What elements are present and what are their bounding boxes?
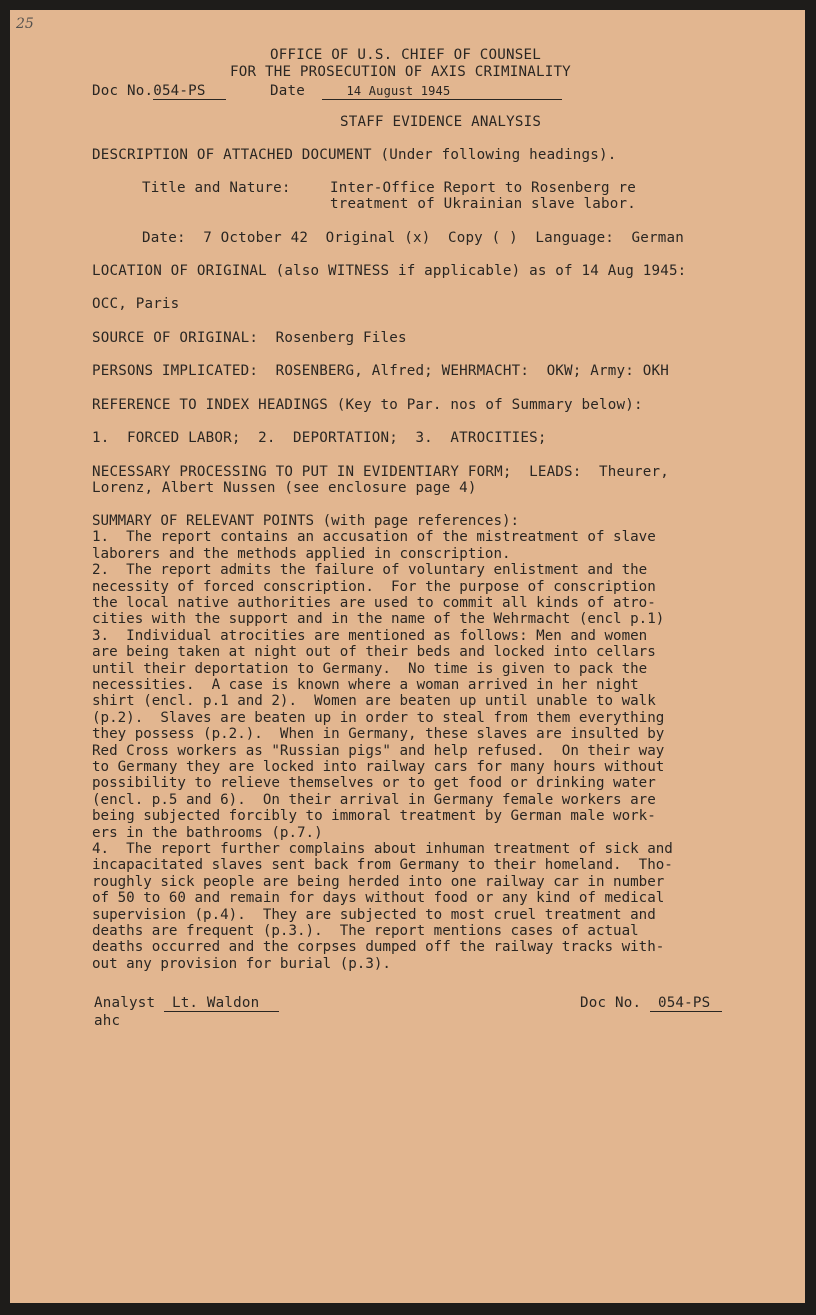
typist-initials: ahc <box>94 1013 121 1029</box>
title-nature-label: Title and Nature: <box>142 180 291 196</box>
source-of-original: SOURCE OF ORIGINAL: Rosenberg Files <box>92 330 407 346</box>
summary-line: until their deportation to Germany. No time is given to pack the <box>92 660 648 677</box>
doc-number <box>92 83 226 100</box>
summary-line: necessity of forced conscription. For the purpose of conscription <box>92 578 656 595</box>
title-nature-line-1: Inter-Office Report to Rosenberg re <box>330 180 636 196</box>
processing-line-1: NECESSARY PROCESSING TO PUT IN EVIDENTIARY FORM; LEADS: Theurer, <box>92 464 669 480</box>
date-original-language: Date: 7 October 42 Original (x) Copy ( ) Language: German <box>142 230 684 246</box>
location-value: OCC, Paris <box>92 296 180 312</box>
header-line-1: OFFICE OF U.S. CHIEF OF COUNSEL <box>270 47 541 63</box>
date-label: Date <box>270 83 305 99</box>
summary-line: deaths are frequent (p.3.). The report mentions cases of actual <box>92 923 639 939</box>
page-number-mark: 25 <box>16 16 34 32</box>
summary-line: shirt (encl. p.1 and 2). Women are beaten up until unable to walk <box>92 693 656 710</box>
document-page <box>10 10 805 1303</box>
summary-line: incapacitated slaves sent back from Germany to their homeland. Tho- <box>92 857 673 874</box>
summary-line: 3. Individual atrocities are mentioned as follows: Men and women <box>92 627 648 644</box>
date-field <box>270 83 562 100</box>
analyst-name: Lt. Waldon <box>164 995 279 1012</box>
summary-line: 2. The report admits the failure of voluntary enlistment and the <box>92 562 648 579</box>
date-value: 14 August 1945 <box>322 83 562 100</box>
summary-heading: SUMMARY OF RELEVANT POINTS (with page references): <box>92 513 520 529</box>
summary-line: are being taken at night out of their beds and locked into cellars <box>92 644 656 661</box>
summary-line: cities with the support and in the name of the Wehrmacht (encl p.1) <box>92 611 665 628</box>
summary-line: being subjected forcibly to immoral treatment by German male work- <box>92 808 656 825</box>
summary-line: 4. The report further complains about inhuman treatment of sick and <box>92 841 673 857</box>
analyst-field <box>94 995 279 1012</box>
summary-line: laborers and the methods applied in conscription. <box>92 545 511 562</box>
summary-line: of 50 to 60 and remain for days without food or any kind of medical <box>92 890 665 907</box>
summary-line: the local native authorities are used to commit all kinds of atro- <box>92 595 656 611</box>
summary-line: ers in the bathrooms (p.7.) <box>92 824 323 841</box>
summary-line: supervision (p.4). They are subjected to most cruel treatment and <box>92 906 656 923</box>
description-heading: DESCRIPTION OF ATTACHED DOCUMENT (Under following headings). <box>92 147 617 163</box>
summary-line: to Germany they are locked into railway cars for many hours without <box>92 759 665 775</box>
summary-line: they possess (p.2.). When in Germany, these slaves are insulted by <box>92 726 665 743</box>
analysis-title: STAFF EVIDENCE ANALYSIS <box>340 114 542 130</box>
doc-number-label: Doc No. <box>92 83 154 99</box>
analyst-label: Analyst <box>94 995 156 1011</box>
summary-line: (encl. p.5 and 6). On their arrival in Germany female workers are <box>92 791 656 808</box>
processing-line-2: Lorenz, Albert Nussen (see enclosure page 4) <box>92 480 477 496</box>
summary-line: necessities. A case is known where a woman arrived in her night <box>92 677 639 693</box>
doc-number-value: 054-PS <box>153 83 225 100</box>
summary-line: 1. The report contains an accusation of the mistreatment of slave <box>92 529 656 546</box>
summary-line: Red Cross workers as "Russian pigs" and help refused. On their way <box>92 742 665 759</box>
footer-doc-label: Doc No. <box>580 995 642 1011</box>
header-line-2: FOR THE PROSECUTION OF AXIS CRIMINALITY <box>230 64 571 80</box>
summary-line: (p.2). Slaves are beaten up in order to steal from them everything <box>92 709 665 726</box>
footer-doc-value: 054-PS <box>650 995 722 1012</box>
summary-line: deaths occurred and the corpses dumped off the railway tracks with- <box>92 939 665 956</box>
footer-doc-number <box>580 995 722 1012</box>
persons-implicated: PERSONS IMPLICATED: ROSENBERG, Alfred; WEHRMACHT: OKW; Army: OKH <box>92 363 669 379</box>
location-heading: LOCATION OF ORIGINAL (also WITNESS if applicable) as of 14 Aug 1945: <box>92 263 687 279</box>
title-nature-line-2: treatment of Ukrainian slave labor. <box>330 196 636 212</box>
summary-line: possibility to relieve themselves or to get food or drinking water <box>92 775 656 792</box>
summary-line: roughly sick people are being herded into one railway car in number <box>92 873 665 890</box>
reference-heading: REFERENCE TO INDEX HEADINGS (Key to Par. nos of Summary below): <box>92 397 643 413</box>
summary-line: out any provision for burial (p.3). <box>92 955 391 972</box>
reference-items: 1. FORCED LABOR; 2. DEPORTATION; 3. ATROCITIES; <box>92 430 547 446</box>
